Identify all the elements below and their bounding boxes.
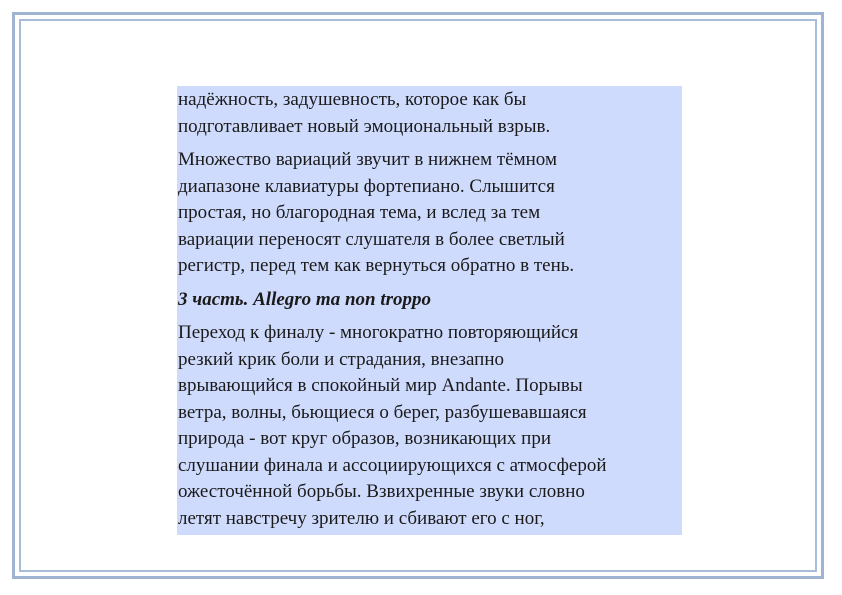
text-box bbox=[177, 86, 682, 535]
paragraph-3: Переход к финалу - многократно повторяющийся резкий крик боли и страдания, внезапно врывающийся в спокойный мир Andante. Порывы ветра, волны, бьющиеся о берег, разбушевавшаяся природа - вот круг образов, возникающих при слушании финала и ассоциирующихся с атмосферой ожесточённой борьбы. Взвихренные звуки словно летят навстречу зрителю и сбивают его с ног, bbox=[178, 322, 607, 529]
section-heading: 3 часть. Allegro ma non troppo bbox=[178, 288, 432, 310]
paragraph-1: надёжность, задушевность, которое как бы подготавливает новый эмоциональный взрыв. bbox=[178, 89, 551, 137]
paragraph-2: Множество вариаций звучит в нижнем тёмном диапазоне клавиатуры фортепиано. Слышится простая, но благородная тема, и вслед за тем вариации переносят слушателя в более светлый регистр, перед тем как вернуться обратно в тень. bbox=[178, 149, 575, 276]
